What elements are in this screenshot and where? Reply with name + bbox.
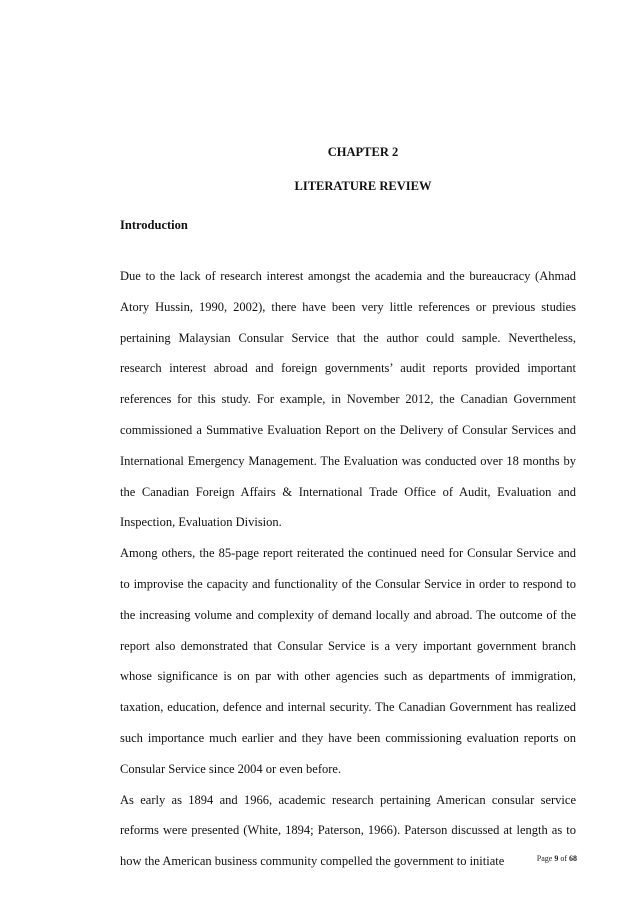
paragraph-3: As early as 1894 and 1966, academic research pertaining American consular service reforms were presented (White, 1894; Paterson, 1966). Paterson discussed at length as to how the American business community compelled the government to initiate	[120, 792, 576, 869]
footer-page-number: 9	[554, 854, 559, 863]
chapter-title: LITERATURE REVIEW	[294, 179, 432, 193]
chapter-heading: CHAPTER 2	[327, 145, 399, 159]
footer-page-label: Page	[536, 854, 553, 863]
footer-total-pages: 68	[569, 854, 577, 863]
body-text	[120, 261, 576, 877]
footer-of-label: of	[560, 854, 567, 863]
paragraph-1: Due to the lack of research interest amongst the academia and the bureaucracy (Ahmad Atory Hussin, 1990, 2002), there have been very little references or previous studies pertaining Malaysian Consular Service that the author could sample. Nevertheless, research interest abroad and foreign governments’ audit reports provided important references for this study. For example, in November 2012, the Canadian Government commissioned a Summative Evaluation Report on the Delivery of Consular Services and International Emergency Management. The Evaluation was conducted over 18 months by the Canadian Foreign Affairs & International Trade Office of Audit, Evaluation and Inspection, Evaluation Division.	[120, 269, 576, 530]
page-footer	[537, 854, 577, 863]
section-heading-introduction: Introduction	[120, 218, 188, 232]
paragraph-2: Among others, the 85-page report reiterated the continued need for Consular Service and to improvise the capacity and functionality of the Consular Service in order to respond to the increasing volume and complexity of demand locally and abroad. The outcome of the report also demonstrated that Consular Service is a very important government branch whose significance is on par with other agencies such as departments of immigration, taxation, education, defence and internal security. The Canadian Government has realized such importance much earlier and they have been commissioning evaluation reports on Consular Service since 2004 or even before.	[120, 546, 576, 776]
